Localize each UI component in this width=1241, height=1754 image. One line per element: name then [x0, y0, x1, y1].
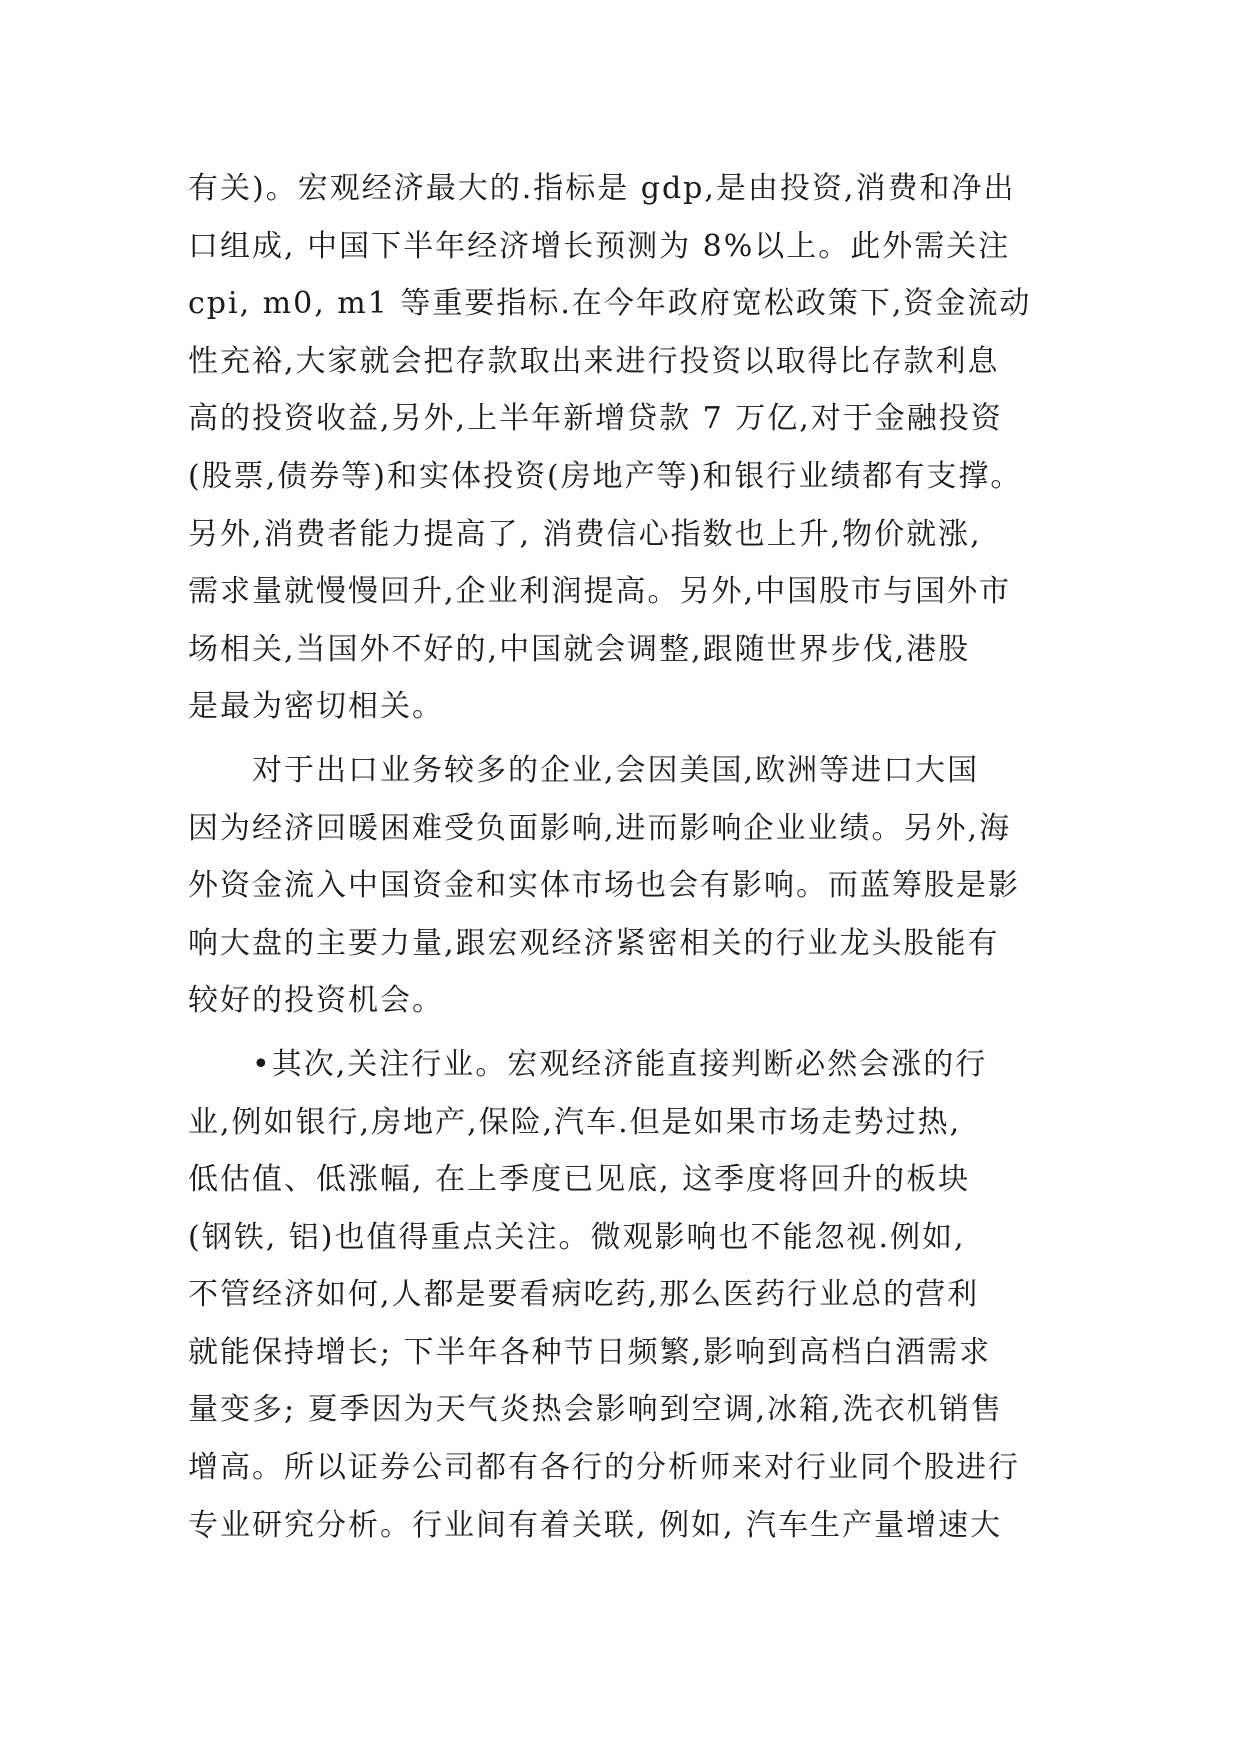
text-line: 低估值、低涨幅, 在上季度已见底, 这季度将回升的板块	[188, 1162, 971, 1198]
text-line: 量变多; 夏季因为天气炎热会影响到空调,冰箱,洗衣机销售	[188, 1392, 1003, 1428]
text-line: 业,例如银行,房地产,保险,汽车.但是如果市场走势过热,	[188, 1104, 962, 1140]
text-line: 专业研究分析。行业间有着关联, 例如, 汽车生产量增速大	[188, 1507, 1003, 1543]
text-line: 有关)。宏观经济最大的.指标是 gdp,是由投资,消费和净出	[188, 171, 1016, 206]
paragraph-macro-economy	[188, 160, 1068, 736]
paragraph-industry-focus	[188, 1036, 1068, 1554]
text-line: 就能保持增长; 下半年各种节日频繁,影响到高档白酒需求	[188, 1334, 992, 1370]
body-text	[188, 160, 1068, 1554]
text-line: 较好的投资机会。	[188, 983, 444, 1019]
text-line: 对于出口业务较多的企业,会因美国,欧洲等进口大国	[188, 752, 980, 788]
text-line: 因为经济回暖困难受负面影响,进而影响企业业绩。另外,海	[188, 810, 1012, 846]
text-line: 响大盘的主要力量,跟宏观经济紧密相关的行业龙头股能有	[188, 925, 1000, 961]
text-line: 高的投资收益,另外,上半年新增贷款 7 万亿,对于金融投资	[188, 401, 1003, 437]
text-line: 性充裕,大家就会把存款取出来进行投资以取得比存款利息	[188, 343, 1000, 379]
paragraph-export-companies	[188, 742, 1068, 1030]
text-line: 口组成, 中国下半年经济增长预测为 8%以上。此外需关注	[188, 228, 1011, 264]
text-line: 不管经济如何,人都是要看病吃药,那么医药行业总的营利	[188, 1277, 980, 1313]
text-line: (股票,债券等)和实体投资(房地产等)和银行业绩都有支撑。	[188, 458, 1023, 494]
text-line: (钢铁, 铝)也值得重点关注。微观影响也不能忽视.例如,	[188, 1219, 966, 1255]
text-line: cpi, m0, m1 等重要指标.在今年政府宽松政策下,资金流动	[188, 286, 1032, 322]
text-line: 需求量就慢慢回升,企业利润提高。另外,中国股市与国外市	[188, 574, 1012, 610]
text-line: 是最为密切相关。	[188, 689, 444, 725]
text-line: •其次,关注行业。宏观经济能直接判断必然会涨的行	[188, 1046, 988, 1082]
text-line: 另外,消费者能力提高了, 消费信心指数也上升,物价就涨,	[188, 516, 982, 552]
text-line: 外资金流入中国资金和实体市场也会有影响。而蓝筹股是影	[188, 868, 1020, 904]
text-line: 场相关,当国外不好的,中国就会调整,跟随世界步伐,港股	[188, 631, 971, 667]
text-line: 增高。所以证券公司都有各行的分析师来对行业同个股进行	[188, 1450, 1020, 1486]
